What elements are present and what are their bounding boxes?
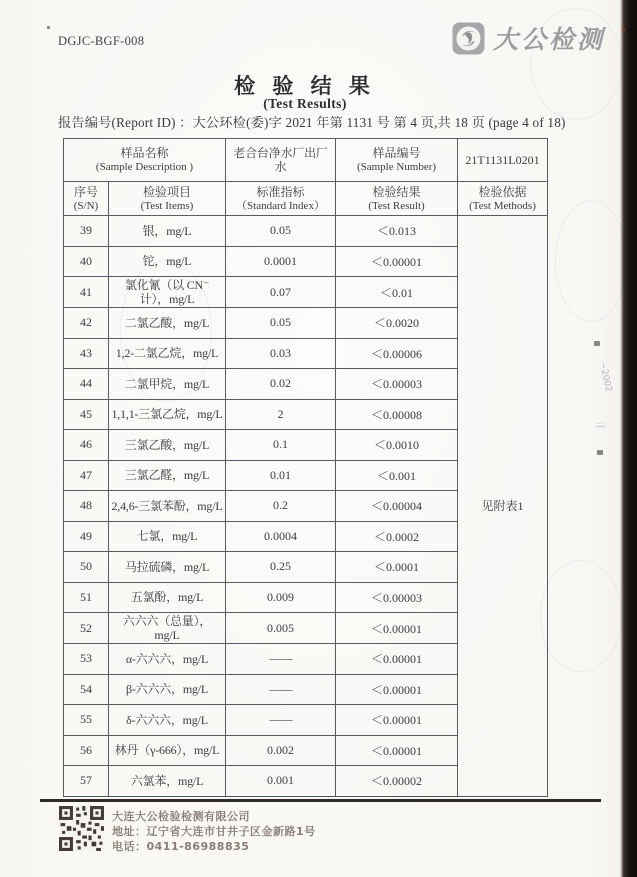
cell-result: ＜0.00001 [336, 735, 458, 766]
cell-item: β-六六六，mg/L [109, 674, 226, 705]
cell-sn: 49 [64, 521, 109, 552]
cell-result: ＜0.00003 [336, 582, 458, 613]
table-row [64, 216, 548, 247]
cell-sn: 48 [64, 491, 109, 522]
table-header-sample-row [64, 139, 548, 182]
cell-item: 六氯苯，mg/L [109, 766, 226, 797]
footer-company-name: 大连大公检验检测有限公司 [112, 810, 250, 823]
sample-description-label [64, 139, 226, 182]
qr-code-icon [59, 806, 104, 851]
cell-item: 三氯乙酸，mg/L [109, 430, 226, 461]
col-items-en: (Test Items) [140, 199, 194, 212]
margin-mark [594, 341, 600, 346]
cell-result: ＜0.0001 [336, 552, 458, 583]
cell-sn: 53 [64, 644, 109, 675]
col-standard-cn: 标准指标 [256, 184, 305, 199]
scanner-edge-shadow [620, 0, 637, 877]
cell-standard: 0.02 [226, 369, 336, 400]
cell-item: 二氯乙酸，mg/L [109, 308, 226, 339]
page-subtitle: (Test Results) [263, 96, 347, 111]
cell-standard: 0.2 [226, 491, 336, 522]
cell-sn: 43 [64, 338, 109, 369]
cell-result: ＜0.00004 [336, 491, 458, 522]
footer-company-block [112, 809, 316, 854]
cell-sn: 40 [64, 246, 109, 277]
cell-item: α-六六六，mg/L [109, 644, 226, 675]
sample-description-value: 老合台净水厂出厂水 [226, 139, 336, 182]
cell-result: ＜0.01 [336, 277, 458, 308]
column-header-methods [458, 182, 548, 216]
paper-speck [47, 26, 50, 29]
cell-item: 氯化氰（以 CN⁻计），mg/L [109, 277, 226, 308]
cell-standard: —— [226, 644, 336, 675]
company-logo [452, 20, 605, 56]
col-methods-cn: 检验依据 [478, 184, 527, 199]
cell-item: 马拉硫磷，mg/L [109, 552, 226, 583]
margin-pencil-mark: :| [594, 421, 606, 429]
cell-item: δ-六六六，mg/L [109, 705, 226, 736]
cell-standard: 0.0001 [226, 246, 336, 277]
cell-item: 林丹（γ-666），mg/L [109, 735, 226, 766]
results-table [63, 138, 548, 797]
cell-item: 1,1,1-三氯乙烷，mg/L [109, 399, 226, 430]
cell-result: ＜0.001 [336, 460, 458, 491]
page-title: 检 验 结 果 [234, 74, 376, 98]
cell-sn: 42 [64, 308, 109, 339]
cell-standard: 0.01 [226, 460, 336, 491]
table-header-columns-row [64, 182, 548, 216]
cell-standard: 2 [226, 399, 336, 430]
footer-phone: 电话：0411-86988835 [112, 840, 250, 853]
cell-result: ＜0.00001 [336, 674, 458, 705]
cell-sn: 39 [64, 216, 109, 247]
cell-sn: 47 [64, 460, 109, 491]
cell-item: 六六六（总量），mg/L [109, 613, 226, 644]
paper-watermark [540, 560, 622, 672]
cell-result: ＜0.00008 [336, 399, 458, 430]
cell-standard: 0.03 [226, 338, 336, 369]
cell-result: ＜0.0020 [336, 308, 458, 339]
cell-sn: 46 [64, 430, 109, 461]
sample-description-label-en: (Sample Description ) [95, 161, 194, 173]
company-logo-text: 大公检测 [493, 27, 606, 54]
cell-standard: 0.07 [226, 277, 336, 308]
cell-result: ＜0.0002 [336, 521, 458, 552]
cell-standard: —— [226, 674, 336, 705]
cell-standard: 0.005 [226, 613, 336, 644]
cell-result: ＜0.00001 [336, 613, 458, 644]
cell-standard: 0.0004 [226, 521, 336, 552]
col-result-cn: 检验结果 [372, 184, 421, 199]
cell-result: ＜0.00001 [336, 246, 458, 277]
sample-number-label [336, 139, 458, 182]
cell-item: 铊，mg/L [109, 246, 226, 277]
document-code: DGJC-BGF-008 [58, 34, 145, 48]
cell-standard: 0.009 [226, 582, 336, 613]
cell-sn: 51 [64, 582, 109, 613]
paper-watermark [555, 200, 627, 322]
cell-item: 五氯酚，mg/L [109, 582, 226, 613]
column-header-items [109, 182, 226, 216]
column-header-result [336, 182, 458, 216]
sample-number-label-cn: 样品编号 [372, 146, 421, 160]
cell-result: ＜0.00001 [336, 644, 458, 675]
cell-standard: 0.25 [226, 552, 336, 583]
cell-item: 银，mg/L [109, 216, 226, 247]
cell-standard: —— [226, 705, 336, 736]
cell-result: ＜0.0010 [336, 430, 458, 461]
footer-address: 地址：辽宁省大连市甘井子区金新路1号 [112, 825, 316, 838]
cell-sn: 41 [64, 277, 109, 308]
cell-item: 2,4,6-三氯苯酚，mg/L [109, 491, 226, 522]
cell-result: ＜0.013 [336, 216, 458, 247]
margin-mark [597, 450, 603, 455]
cell-standard: 0.001 [226, 766, 336, 797]
cell-sn: 52 [64, 613, 109, 644]
cell-sn: 50 [64, 552, 109, 583]
cell-sn: 54 [64, 674, 109, 705]
col-result-en: (Test Result) [368, 199, 425, 212]
margin-pencil-mark: ~2002 [597, 361, 614, 393]
cell-sn: 55 [64, 705, 109, 736]
company-logo-icon [452, 22, 485, 55]
col-standard-en: （Standard Index） [236, 199, 325, 212]
cell-sn: 44 [64, 369, 109, 400]
col-sn-cn: 序号 [73, 184, 98, 199]
cell-standard: 0.05 [226, 308, 336, 339]
cell-item: 1,2-二氯乙烷，mg/L [109, 338, 226, 369]
col-items-cn: 检验项目 [142, 184, 191, 199]
cell-item: 三氯乙醛，mg/L [109, 460, 226, 491]
cell-item: 二氯甲烷，mg/L [109, 369, 226, 400]
col-sn-en: (S/N) [73, 199, 99, 212]
method-note-cell: 见附表1 [458, 216, 548, 797]
cell-sn: 57 [64, 766, 109, 797]
sample-number-value: 21T1131L0201 [458, 139, 548, 182]
column-header-sn [64, 182, 109, 216]
cell-result: ＜0.00001 [336, 705, 458, 736]
cell-sn: 45 [64, 399, 109, 430]
column-header-standard [226, 182, 336, 216]
footer-divider [40, 799, 601, 802]
results-tbody [64, 216, 548, 797]
cell-standard: 0.1 [226, 430, 336, 461]
cell-standard: 0.05 [226, 216, 336, 247]
report-id-line: 报告编号(Report ID) ：大公环检(委)字 2021 年第 1131 号 第 4 页,共 18 页 (page 4 of 18) [58, 115, 566, 130]
cell-result: ＜0.00002 [336, 766, 458, 797]
cell-item: 七氯，mg/L [109, 521, 226, 552]
cell-standard: 0.002 [226, 735, 336, 766]
col-methods-en: (Test Methods) [469, 199, 536, 212]
cell-result: ＜0.00003 [336, 369, 458, 400]
sample-description-label-cn: 样品名称 [120, 146, 169, 160]
sample-number-label-en: (Sample Number) [356, 161, 437, 173]
cell-sn: 56 [64, 735, 109, 766]
cell-result: ＜0.00006 [336, 338, 458, 369]
